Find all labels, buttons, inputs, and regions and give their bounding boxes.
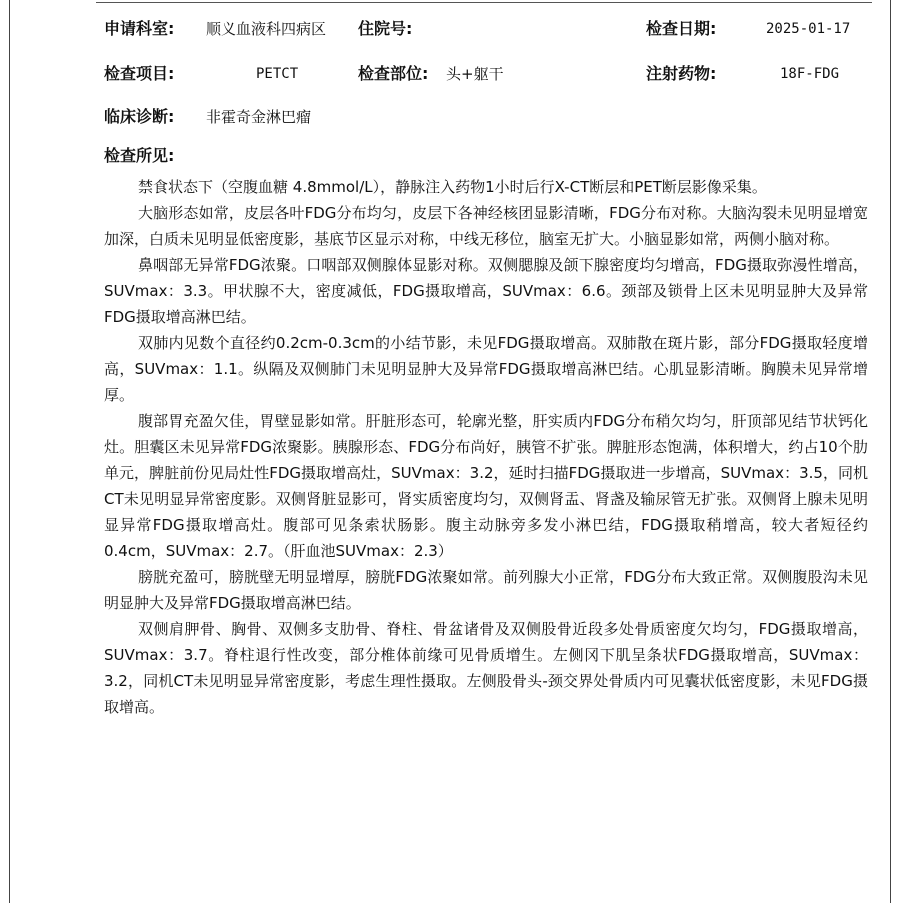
findings-paragraph-bones: 双侧肩胛骨、胸骨、双侧多支肋骨、脊柱、骨盆诸骨及双侧股骨近段多处骨质密度欠均匀，FDG摄取增高，SUVmax：3.7。脊柱退行性改变，部分椎体前缘可见骨质增生。左侧冈下肌呈条状FDG摄取增高，SUVmax：3.2，同机CT未见明显异常密度影，考虑生理性摄取。左侧股骨头-颈交界处骨质内可见囊状低密度影，未见FDG摄取增高。 bbox=[104, 620, 868, 716]
top-rule bbox=[96, 2, 872, 3]
item-value: PETCT bbox=[256, 66, 299, 82]
dept-label: 申请科室: bbox=[104, 19, 175, 38]
page-border-right bbox=[890, 0, 891, 903]
site-label: 检查部位: bbox=[358, 64, 429, 83]
findings-paragraph-fasting: 禁食状态下（空腹血糖 4.8mmol/L），静脉注入药物1小时后行X-CT断层和PET断层影像采集。 bbox=[138, 178, 767, 196]
drug-label: 注射药物: bbox=[646, 64, 717, 83]
page-border-left bbox=[9, 0, 10, 903]
item-label: 检查项目: bbox=[104, 64, 175, 83]
drug-value: 18F-FDG bbox=[780, 66, 840, 82]
findings-paragraph-abdomen: 腹部胃充盈欠佳，胃壁显影如常。肝脏形态可，轮廓光整，肝实质内FDG分布稍欠均匀，肝顶部见结节状钙化灶。胆囊区未见异常FDG浓聚影。胰腺形态、FDG分布尚好，胰管不扩张。脾脏形态饱满，体积增大，约占10个肋单元，脾脏前份见局灶性FDG摄取增高灶，SUVmax：3.2，延时扫描FDG摄取进一步增高，SUVmax：3.5，同机CT未见明显异常密度影。双侧肾脏显影可，肾实质密度均匀，双侧肾盂、肾盏及输尿管无扩张。双侧肾上腺未见明显异常FDG摄取增高灶。腹部可见条索状肠影。腹主动脉旁多发小淋巴结，FDG摄取稍增高，较大者短径约0.4cm，SUVmax：2.7。（肝血池SUVmax：2.3） bbox=[104, 412, 868, 560]
date-label: 检查日期: bbox=[646, 19, 717, 38]
findings-paragraph-head-neck: 鼻咽部无异常FDG浓聚。口咽部双侧腺体显影对称。双侧腮腺及颌下腺密度均匀增高，FDG摄取弥漫性增高，SUVmax：3.3。甲状腺不大，密度减低，FDG摄取增高，SUVmax：6.6。颈部及锁骨上区未见明显肿大及异常FDG摄取增高淋巴结。 bbox=[104, 256, 868, 326]
diag-value: 非霍奇金淋巴瘤 bbox=[206, 108, 312, 126]
findings-body bbox=[104, 174, 868, 720]
findings-paragraph-chest: 双肺内见数个直径约0.2cm-0.3cm的小结节影，未见FDG摄取增高。双肺散在斑片影，部分FDG摄取轻度增高，SUVmax：1.1。纵隔及双侧肺门未见明显肿大及异常FDG摄取增高淋巴结。心肌显影清晰。胸膜未见异常增厚。 bbox=[104, 334, 868, 404]
inpatient-label: 住院号: bbox=[358, 19, 413, 38]
diag-label: 临床诊断: bbox=[104, 107, 175, 126]
findings-paragraph-pelvis: 膀胱充盈可，膀胱壁无明显增厚，膀胱FDG浓聚如常。前列腺大小正常，FDG分布大致正常。双侧腹股沟未见明显肿大及异常FDG摄取增高淋巴结。 bbox=[104, 568, 868, 612]
findings-paragraph-brain: 大脑形态如常，皮层各叶FDG分布均匀，皮层下各神经核团显影清晰，FDG分布对称。大脑沟裂未见明显增宽加深，白质未见明显低密度影，基底节区显示对称，中线无移位，脑室无扩大。小脑显影如常，两侧小脑对称。 bbox=[104, 204, 868, 248]
findings-label: 检查所见: bbox=[104, 146, 175, 165]
date-value: 2025-01-17 bbox=[766, 21, 851, 37]
site-value: 头+躯干 bbox=[446, 65, 504, 83]
dept-value: 顺义血液科四病区 bbox=[206, 20, 327, 38]
